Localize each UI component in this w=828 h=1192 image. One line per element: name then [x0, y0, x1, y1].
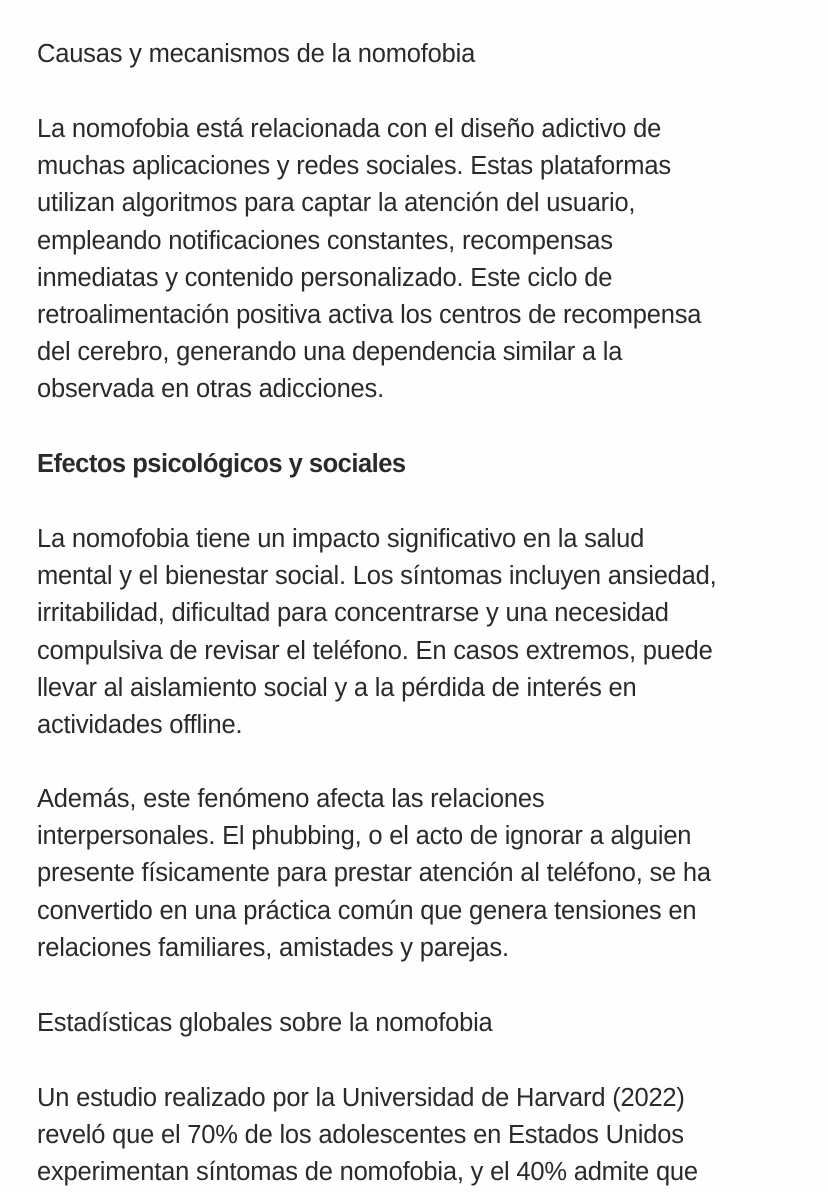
paragraph-line: reveló que el 70% de los adolescentes en Estados Unidos: [37, 1121, 684, 1150]
paragraph-causas: [37, 111, 701, 409]
paragraph-efectos-2: [37, 781, 711, 967]
heading-text: Estadísticas globales sobre la nomofobia: [37, 1009, 493, 1037]
paragraph-line: retroalimentación positiva activa los centros de recompensa: [37, 300, 702, 329]
paragraph-efectos-1: [37, 521, 717, 744]
paragraph-line: inmediatas y contenido personalizado. Este ciclo de: [37, 263, 613, 292]
paragraph-line: mental y el bienestar social. Los síntomas incluyen ansiedad,: [37, 562, 717, 591]
paragraph-line: observada en otras adicciones.: [37, 375, 384, 404]
paragraph-line: interpersonales. El phubbing, o el acto de ignorar a alguien: [37, 822, 692, 851]
paragraph-estadisticas: [37, 1080, 698, 1192]
paragraph-line: convertido en una práctica común que genera tensiones en: [37, 896, 697, 925]
paragraph-line: Además, este fenómeno afecta las relaciones: [37, 785, 545, 813]
paragraph-line: empleando notificaciones constantes, recompensas: [37, 226, 613, 255]
paragraph-line: Un estudio realizado por la Universidad de Harvard (2022): [37, 1084, 685, 1112]
paragraph-line: utilizan algoritmos para captar la atención del usuario,: [37, 189, 636, 218]
heading-text: Efectos psicológicos y sociales: [37, 450, 406, 478]
paragraph-line: muchas aplicaciones y redes sociales. Estas plataformas: [37, 152, 671, 181]
paragraph-line: llevar al aislamiento social y a la pérdida de interés en: [37, 673, 637, 702]
paragraph-line: compulsiva de revisar el teléfono. En casos extremos, puede: [37, 636, 713, 665]
paragraph-line: actividades offline.: [37, 710, 243, 739]
paragraph-line: relaciones familiares, amistades y parejas.: [37, 933, 509, 962]
paragraph-line: experimentan síntomas de nomofobia, y el 40% admite que: [37, 1158, 698, 1187]
paragraph-line: irritabilidad, dificultad para concentrarse y una necesidad: [37, 599, 669, 628]
section-heading-estadisticas: [37, 1005, 493, 1042]
paragraph-line: del cerebro, generando una dependencia similar a la: [37, 338, 623, 367]
paragraph-line: La nomofobia tiene un impacto significativo en la salud: [37, 525, 645, 553]
paragraph-line: presente físicamente para prestar atención al teléfono, se ha: [37, 859, 711, 888]
heading-text: Causas y mecanismos de la nomofobia: [37, 40, 476, 68]
section-heading-efectos: [37, 446, 406, 483]
section-heading-causas: [37, 36, 475, 73]
paragraph-line: La nomofobia está relacionada con el diseño adictivo de: [37, 115, 662, 143]
